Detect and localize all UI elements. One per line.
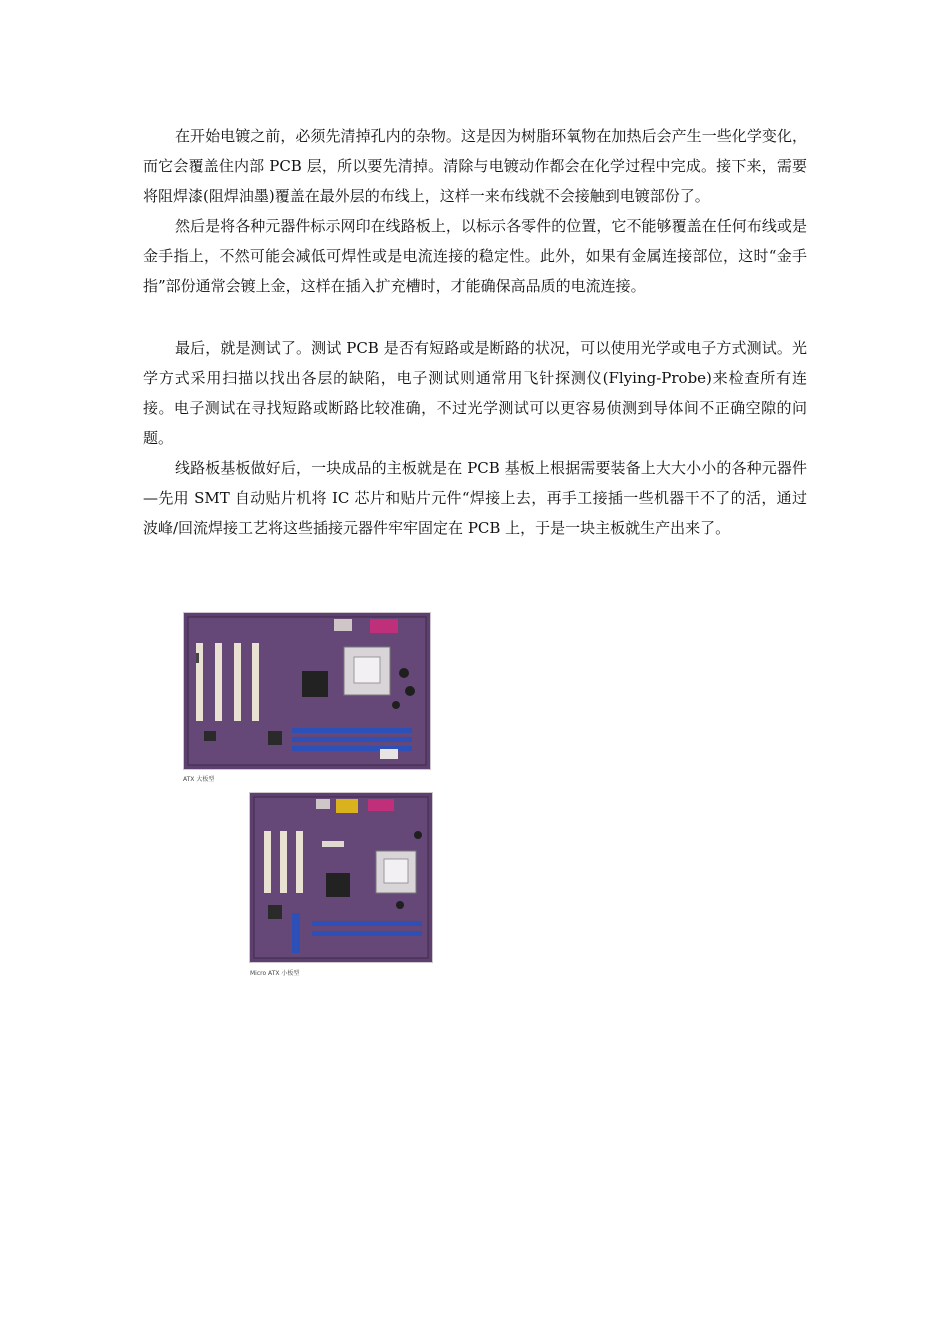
atx-caption: ATX 大板型 <box>183 776 215 783</box>
paragraph-testing: 最后，就是测试了。测试 PCB 是否有短路或是断路的状况，可以使用光学或电子方式测试。光学方式采用扫描以找出各层的缺陷，电子测试则通常用飞针探测仪(Flying-Probe)来检查所有连接。电子测试在寻找短路或断路比较准确，不过光学测试可以更容易侦测到导体间不正确空隙的问题。 <box>143 339 807 447</box>
micro-atx-motherboard-image <box>249 792 433 963</box>
paragraph-plating: 在开始电镀之前，必须先清掉孔内的杂物。这是因为树脂环氧物在加热后会产生一些化学变化，而它会覆盖住内部 PCB 层，所以要先清掉。清除与电镀动作都会在化学过程中完成。接下来，需要将阻焊漆(阻焊油墨)覆盖在最外层的布线上，这样一来布线就不会接触到电镀部份了。 <box>143 127 807 205</box>
micro-atx-caption: Micro ATX 小板型 <box>250 970 300 977</box>
body-text <box>143 121 807 543</box>
paragraph-assembly: 线路板基板做好后，一块成品的主板就是在 PCB 基板上根据需要装备上大大小小的各种元器件—先用 SMT 自动贴片机将 IC 芯片和贴片元件“焊接上去，再手工接插一些机器干不了的活，通过波峰/回流焊接工艺将这些插接元器件牢牢固定在 PCB 上，于是一块主板就生产出来了。 <box>143 459 807 537</box>
paragraph-silkscreen: 然后是将各种元器件标示网印在线路板上，以标示各零件的位置，它不能够覆盖在任何布线或是金手指上，不然可能会减低可焊性或是电流连接的稳定性。此外，如果有金属连接部位，这时“金手指”部份通常会镀上金，这样在插入扩充槽时，才能确保高品质的电流连接。 <box>143 217 807 295</box>
atx-motherboard-image <box>183 612 431 770</box>
